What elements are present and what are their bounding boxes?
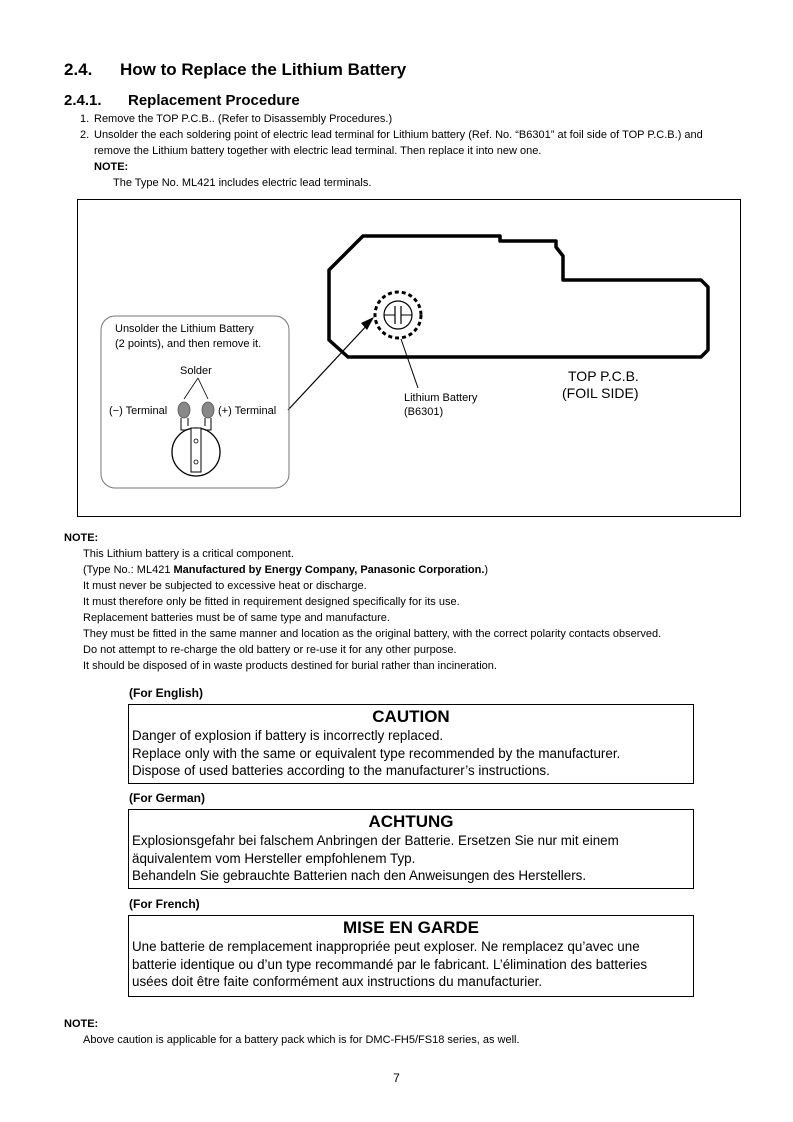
caution-lang-french: (For French): [129, 897, 200, 911]
caution-line: Replace only with the same or equivalent type recommended by the manufacturer.: [132, 745, 621, 761]
caution-line: Explosionsgefahr bei falschem Anbringen der Batterie. Ersetzen Sie nur mit einem: [132, 833, 619, 848]
caution-line: Behandeln Sie gebrauchte Batterien nach den Anweisungen des Herstellers.: [132, 868, 587, 883]
note-line-type: [64, 562, 764, 578]
step-note-text: The Type No. ML421 includes electric lead terminals.: [113, 177, 372, 189]
battery-label-line-2: (B6301): [404, 406, 444, 418]
caution-title: CAUTION: [372, 707, 450, 726]
page-number: 7: [393, 1071, 400, 1085]
caution-lang-german: (For German): [129, 791, 206, 805]
plus-terminal-label: (+) Terminal: [218, 405, 277, 417]
step-note-label: NOTE:: [94, 161, 129, 173]
note-line: It should be disposed of in waste products destined for burial rather than incineration.: [83, 660, 497, 672]
caution-line: Danger of explosion if battery is incorrectly replaced.: [132, 728, 444, 743]
note-manufacturer: Manufactured by Energy Company, Panasonic Corporation.: [173, 564, 485, 576]
caution-box-german: [128, 809, 694, 889]
battery-diagram: [77, 199, 741, 517]
subsection-heading: [64, 92, 300, 109]
note-line: It must therefore only be fitted in requirement designed specifically for its use.: [83, 596, 460, 608]
note-line: It must never be subjected to excessive heat or discharge.: [83, 580, 367, 592]
callout-line-2: (2 points), and then remove it.: [115, 338, 262, 350]
battery-label-line-1: Lithium Battery: [404, 392, 478, 404]
battery-diagram-svg: [78, 200, 742, 518]
battery-notes: [64, 530, 764, 674]
caution-box-french: [128, 915, 694, 997]
caution-title: ACHTUNG: [368, 812, 454, 831]
caution-lang-english: (For English): [129, 686, 203, 700]
subsection-number: 2.4.1.: [64, 92, 102, 109]
caution-line: Une batterie de remplacement inappropriée peut exploser. Ne remplacez qu’avec une: [132, 939, 640, 954]
pcb-label-line-2: (FOIL SIDE): [562, 385, 639, 401]
step-2: [80, 127, 770, 159]
section-title: How to Replace the Lithium Battery: [120, 60, 407, 79]
note-type-suffix: ): [484, 564, 489, 576]
note-line: Do not attempt to re-charge the old battery or re-use it for any other purpose.: [83, 644, 457, 656]
solder-label: Solder: [180, 365, 212, 377]
caution-title: MISE EN GARDE: [342, 918, 480, 937]
step-number: 2.: [80, 129, 90, 141]
section-heading: [64, 60, 406, 80]
pcb-label-line-1: TOP P.C.B.: [568, 368, 639, 384]
caution-line: usées doit être faite conformément aux instructions du manufacturier.: [132, 974, 543, 989]
note-type-prefix: (Type No.: ML421: [83, 564, 174, 576]
step-note: [80, 159, 770, 191]
note-line: This Lithium battery is a critical component.: [83, 548, 294, 560]
step-text-line: remove the Lithium battery together with electric lead terminal. Then replace it into new one.: [94, 145, 542, 157]
note-line: They must be fitted in the same manner and location as the original battery, with the correct polarity contacts observed.: [83, 628, 662, 640]
footnote-text: Above caution is applicable for a battery pack which is for DMC-FH5/FS18 series, as well.: [83, 1034, 520, 1046]
footnote: [64, 1016, 520, 1048]
battery-leader-line: [401, 339, 418, 388]
battery-location-circle: [375, 292, 421, 338]
step-text: Remove the TOP P.C.B.. (Refer to Disassembly Procedures.): [94, 113, 393, 125]
note-line: Replacement batteries must be of same type and manufacture.: [83, 612, 390, 624]
procedure-steps: [80, 111, 770, 191]
step-number: 1.: [80, 113, 90, 125]
subsection-title: Replacement Procedure: [128, 92, 300, 109]
caution-line: Dispose of used batteries according to the manufacturer’s instructions.: [132, 763, 550, 778]
footnote-label: NOTE:: [64, 1018, 99, 1030]
minus-terminal-label: (−) Terminal: [109, 405, 168, 417]
solder-point-minus: [178, 402, 190, 418]
note-label: NOTE:: [64, 532, 99, 544]
caution-line: äquivalentem vom Hersteller empfohlenem Typ.: [132, 850, 416, 866]
section-number: 2.4.: [64, 60, 93, 79]
solder-point-plus: [202, 402, 214, 418]
callout-line-1: Unsolder the Lithium Battery: [115, 323, 254, 335]
caution-line: batterie identique ou d’un type recommandé par le fabricant. L’élimination des batteries: [132, 956, 648, 972]
caution-box-english: [128, 704, 694, 784]
step-1: [80, 111, 770, 127]
step-text-line: Unsolder the each soldering point of electric lead terminal for Lithium battery (Ref. No. “B6301” at foil side of TOP P.C.B.) and: [94, 129, 703, 141]
